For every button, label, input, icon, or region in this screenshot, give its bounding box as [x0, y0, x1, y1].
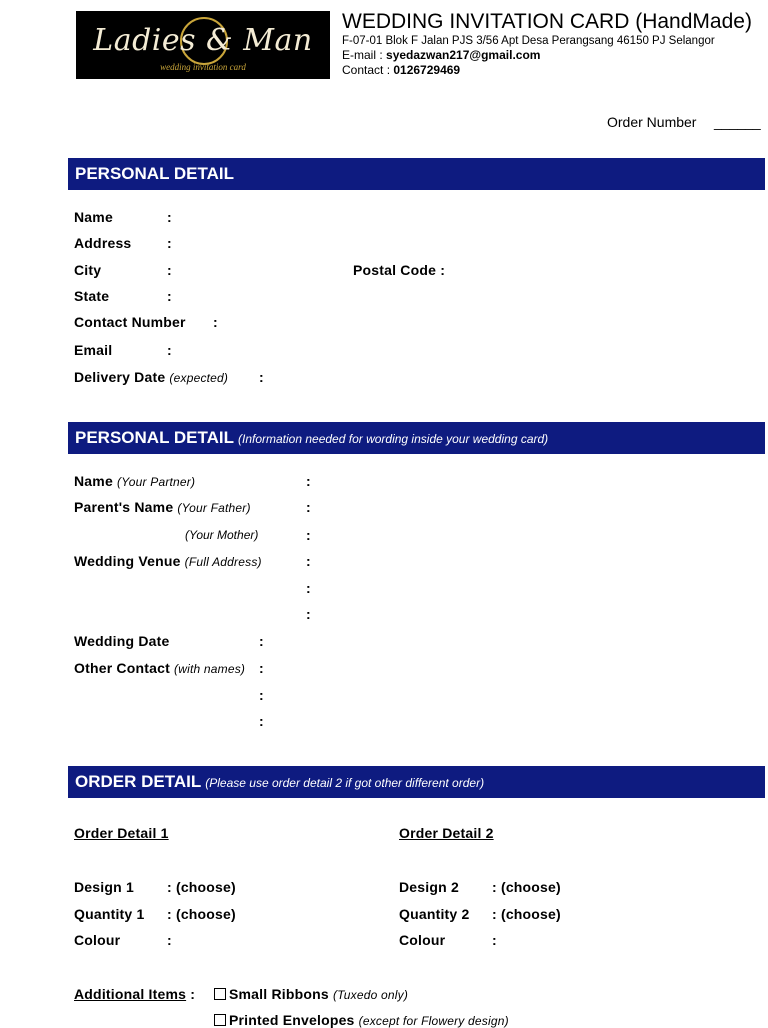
state-colon: : — [167, 288, 172, 304]
quantity-2-label: Quantity 2 — [399, 906, 470, 922]
postal-code-label: Postal Code : — [353, 262, 446, 278]
email-field-colon: : — [167, 342, 172, 358]
partner-name-note: (Your Partner) — [117, 475, 196, 489]
contact-value: 0126729469 — [393, 63, 461, 77]
wedding-venue-text: Wedding Venue — [74, 553, 181, 569]
design-2-select[interactable]: : (choose) — [492, 879, 561, 895]
shop-address: F-07-01 Blok F Jalan PJS 3/56 Apt Desa Perangsang 46150 PJ Selangor — [342, 35, 715, 47]
delivery-date-note: (expected) — [169, 371, 229, 385]
email-field-label: Email — [74, 342, 113, 358]
colour-1-colon: : — [167, 932, 172, 948]
contact-number-colon: : — [213, 314, 218, 330]
page-title: WEDDING INVITATION CARD (HandMade) — [342, 10, 752, 33]
state-label: State — [74, 288, 110, 304]
other-contact-colon-3: : — [259, 713, 264, 729]
section-order-detail-header — [68, 766, 765, 798]
delivery-date-label — [74, 369, 228, 385]
small-ribbons-option[interactable] — [214, 986, 408, 1002]
email-line — [342, 48, 540, 62]
contact-number-label: Contact Number — [74, 314, 186, 330]
colour-2-label: Colour — [399, 932, 446, 948]
father-note: (Your Father) — [177, 501, 251, 515]
order-detail-1-heading: Order Detail 1 — [74, 825, 169, 841]
parents-name-label — [74, 499, 251, 515]
venue-colon-3: : — [306, 606, 311, 622]
venue-colon-2: : — [306, 580, 311, 596]
city-colon: : — [167, 262, 172, 278]
order-number-label: Order Number — [607, 114, 697, 130]
additional-items-text: Additional Items — [74, 986, 187, 1002]
small-ribbons-label: Small Ribbons — [229, 986, 329, 1002]
small-ribbons-checkbox[interactable] — [214, 988, 226, 1000]
address-colon: : — [167, 235, 172, 251]
other-contact-text: Other Contact — [74, 660, 170, 676]
wedding-venue-label — [74, 553, 262, 569]
section-title: PERSONAL DETAIL — [75, 164, 234, 183]
colour-1-label: Colour — [74, 932, 121, 948]
order-detail-2-heading: Order Detail 2 — [399, 825, 494, 841]
parents-name-text: Parent's Name — [74, 499, 174, 515]
design-1-select[interactable]: : (choose) — [167, 879, 236, 895]
design-2-label: Design 2 — [399, 879, 459, 895]
additional-items-label — [74, 986, 195, 1002]
city-label: City — [74, 262, 102, 278]
email-label: E-mail : — [342, 48, 387, 62]
order-number-field[interactable]: ______ — [714, 114, 761, 130]
address-label: Address — [74, 235, 132, 251]
section-personal-detail-header — [68, 158, 765, 190]
section-title-text: ORDER DETAIL — [75, 772, 202, 791]
printed-envelopes-option[interactable] — [214, 1012, 509, 1028]
wedding-date-label: Wedding Date — [74, 633, 170, 649]
wedding-date-colon: : — [259, 633, 264, 649]
email-value: syedazwan217@gmail.com — [386, 48, 541, 62]
brand-logo — [76, 11, 330, 79]
delivery-date-colon: : — [259, 369, 264, 385]
quantity-1-label: Quantity 1 — [74, 906, 145, 922]
mother-note: (Your Mother) — [185, 528, 259, 542]
contact-label: Contact : — [342, 63, 394, 77]
printed-envelopes-note: (except for Flowery design) — [358, 1014, 509, 1028]
logo-subtext: wedding invitation card — [160, 62, 246, 72]
other-contact-note: (with names) — [174, 662, 246, 676]
logo-text: Ladies & Man — [93, 23, 313, 58]
other-contact-colon-2: : — [259, 687, 264, 703]
venue-colon-1: : — [306, 553, 311, 569]
quantity-1-select[interactable]: : (choose) — [167, 906, 236, 922]
name-colon: : — [167, 209, 172, 225]
colour-2-colon: : — [492, 932, 497, 948]
contact-line — [342, 63, 460, 77]
other-contact-colon-1: : — [259, 660, 264, 676]
printed-envelopes-label: Printed Envelopes — [229, 1012, 355, 1028]
partner-name-text: Name — [74, 473, 113, 489]
printed-envelopes-checkbox[interactable] — [214, 1014, 226, 1026]
design-1-label: Design 1 — [74, 879, 134, 895]
name-label: Name — [74, 209, 113, 225]
partner-name-label — [74, 473, 195, 489]
partner-name-colon: : — [306, 473, 311, 489]
father-colon: : — [306, 499, 311, 515]
delivery-date-text: Delivery Date — [74, 369, 166, 385]
section-title — [75, 772, 484, 792]
section-subtitle: (Please use order detail 2 if got other different order) — [205, 776, 485, 790]
wedding-venue-note: (Full Address) — [184, 555, 262, 569]
additional-items-colon: : — [190, 986, 196, 1002]
section-title — [75, 428, 548, 448]
section-wording-detail-header — [68, 422, 765, 454]
section-title-text: PERSONAL DETAIL — [75, 428, 234, 447]
mother-colon: : — [306, 527, 311, 543]
section-subtitle: (Information needed for wording inside your wedding card) — [238, 432, 549, 446]
quantity-2-select[interactable]: : (choose) — [492, 906, 561, 922]
small-ribbons-note: (Tuxedo only) — [332, 988, 409, 1002]
other-contact-label — [74, 660, 245, 676]
